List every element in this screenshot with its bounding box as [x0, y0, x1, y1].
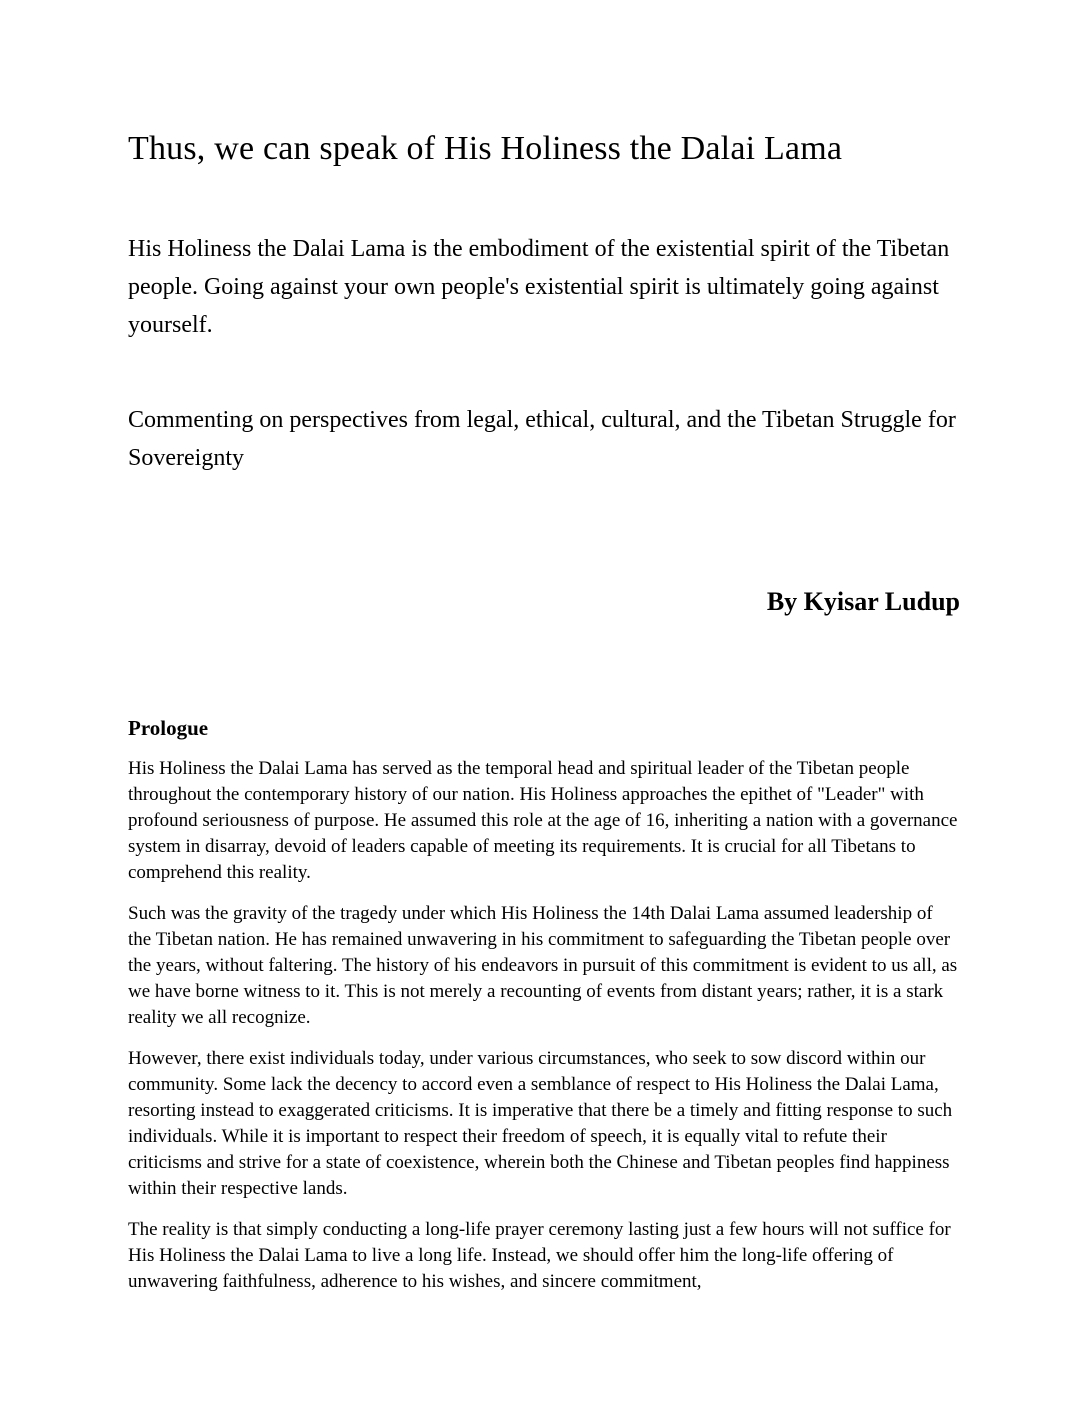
body-paragraph-4: The reality is that simply conducting a long-life prayer ceremony lasting just a few hours will not suffice for His Holiness the Dalai Lama to live a long life. Instead, we should offer him the long-life offering of unwavering faithfulness, adherence to his wishes, and sincere commitment, — [128, 1219, 951, 1292]
body-paragraph-3: However, there exist individuals today, under various circumstances, who seek to sow discord within our community. Some lack the decency to accord even a semblance of respect to His Holiness the Dalai Lama, resorting instead to exaggerated criticisms. It is imperative that there be a timely and fitting response to such individuals. While it is important to respect their freedom of speech, it is equally vital to refute their criticisms and strive for a state of coexistence, wherein both the Chinese and Tibetan peoples find happiness within their respective lands. — [128, 1048, 953, 1199]
document-title: Thus, we can speak of His Holiness the Dalai Lama — [128, 130, 843, 167]
author-byline: By Kyisar Ludup — [766, 587, 960, 616]
subject-line: Commenting on perspectives from legal, ethical, cultural, and the Tibetan Struggle for Sovereignty — [128, 407, 956, 471]
body-paragraph-2: Such was the gravity of the tragedy under which His Holiness the 14th Dalai Lama assumed leadership of the Tibetan nation. He has remained unwavering in his commitment to safeguarding the Tibetan people over the years, without faltering. The history of his endeavors in pursuit of this commitment is evident to us all, as we have borne witness to it. This is not merely a recounting of events from distant years; rather, it is a stark reality we all recognize. — [128, 903, 958, 1028]
lead-paragraph: His Holiness the Dalai Lama is the embodiment of the existential spirit of the Tibetan people. Going against your own people's existential spirit is ultimately going against yourself. — [128, 236, 950, 338]
section-heading-prologue: Prologue — [128, 716, 209, 740]
body-paragraph-1: His Holiness the Dalai Lama has served as the temporal head and spiritual leader of the Tibetan people throughout the contemporary history of our nation. His Holiness approaches the epithet of "Leader" with profound seriousness of purpose. He assumed this role at the age of 16, inheriting a nation with a governance system in disarray, devoid of leaders capable of meeting its requirements. It is crucial for all Tibetans to comprehend this reality. — [128, 758, 958, 883]
